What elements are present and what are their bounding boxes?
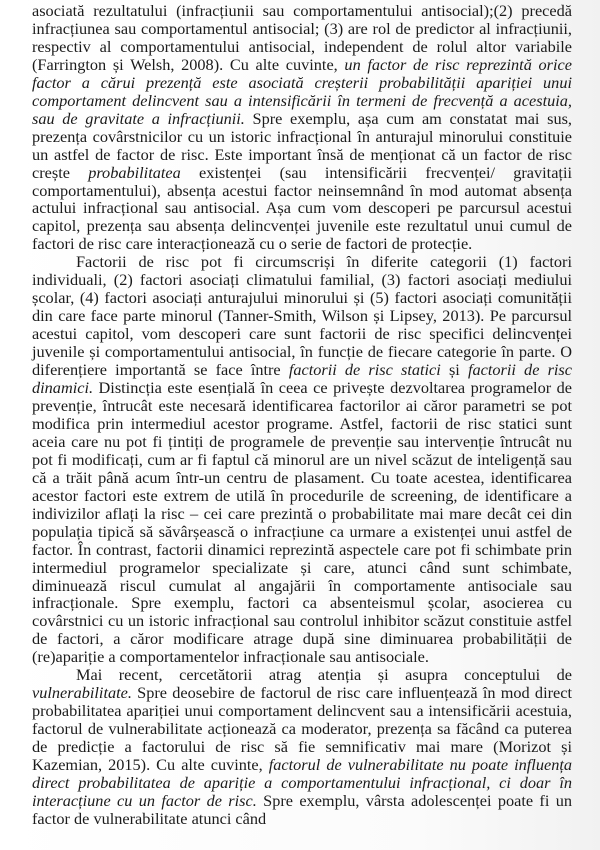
text-run: asociată rezultatului (infracțiunii sau comportamentului antisocial);(2) precedă infracțiunea sau comportamentul antisocial; (3) are rol de predictor al infracțiunii, respectiv al comportamentului antisocial, independent de rolul altor variabile (Farrington și Welsh, 2008). Cu alte cuvinte,	[32, 1, 572, 74]
paragraph-risk-factor-definition	[32, 2, 572, 253]
page-text	[32, 2, 572, 828]
text-run: existenței (sau intensificării frecvenței/ gravitații comportamentului), absența acestui factor neinsemnând în mod automat absența actului infracțional sau antisocial. Așa cum vom descoperi pe parcursul acestui capitol, prezența sau absența delincvenței juvenile este rezultatul unui cumul de factori de risc care interacționează cu o serie de factori de protecție.	[32, 162, 573, 254]
paragraph-vulnerability	[32, 666, 572, 828]
italic-text-run: vulnerabilitate.	[32, 683, 132, 703]
text-run: Spre exemplu, așa cum am constatat mai sus, prezența covârstnicilor cu un istoric infracțional în anturajul minorului constituie un astfel de factor de risc. Este important însă de menționat că un factor de risc crește	[32, 108, 572, 182]
text-run: Spre deosebire de factorul de risc care influențează în mod direct probabilitatea apariției unui comportament delincvent sau a intensificării acestuia, factorul de vulnerabilitate acționează ca moderator, prezența sa făcând ca puterea de predicție a factorului de risc să fie semnificativ mai mare (Morizot și Kazemian, 2015). Cu alte cuvinte,	[32, 683, 572, 775]
italic-text-run: probabilitatea	[88, 162, 181, 182]
text-run: Spre exemplu, vârsta adolescenței poate fi un factor de vulnerabilitate atunci când	[32, 790, 572, 828]
paragraph-risk-factor-categories	[32, 253, 572, 666]
text-run: Distincția este esențială în ceea ce privește dezvoltarea programelor de prevenție, întrucât este necesară identificarea factorilor ai căror parametri se pot modifica prin intermediul acestor programe. Astfel, factorii de risc statici sunt aceia care nu pot fi țintiți de programele de prevenție sau intervenție întrucât nu pot fi modificați, cum ar fi faptul că minorul are un nivel scăzut de inteligență sau că a trăit până acum într-un centru de plasament. Cu toate acestea, identificarea acestor factori este extrem de utilă în procedurile de screening, de identificare a indivizilor aflați la risc – cei care prezintă o probabilitate mai mare decât cei din populația tipică să săvârșească o infracțiune ca urmare a existenței unui astfel de factor. În contrast, factorii dinamici reprezintă aspectele care pot fi schimbate prin intermediul programelor specializate și care, atunci când sunt schimbate, diminuează riscul cumulat al angajării în comportamente antisociale sau infracționale. Spre exemplu, factori ca absenteismul școlar, asocierea cu covârstnici cu un istoric infracțional sau controlul inhibitor scăzut constituie astfel de factori, a căror modificare atrage după sine diminuarea probabilității de (re)apariție a comportamentelor infracționale sau antisociale.	[32, 378, 572, 667]
text-run: și	[440, 360, 468, 380]
text-run: Mai recent, cercetătorii atrag atenția și asupra conceptului de	[76, 665, 572, 685]
italic-text-run: factorii de risc statici	[288, 360, 441, 380]
italic-text-run: un factor de risc reprezintă orice factor a cărui prezență este asociată creșterii probabilității apariției unui comportament delincvent sau a intensificării în termeni de frecvență a acestuia, sau de gravitate a infracțiunii.	[32, 54, 572, 128]
italic-text-run: factorul de vulnerabilitate nu poate influența direct probabilitatea de apariție a comportamentului infracțional, ci doar în interacțiune cu un factor de risc.	[32, 755, 572, 810]
text-run: Factorii de risc pot fi circumscriși în diferite categorii (1) factori individuali, (2) factori asociați climatului familial, (3) factori asociați mediului școlar, (4) factori asociați anturajului minorului și (5) factori asociați comunității din care face parte minorul (Tanner-Smith, Wilson și Lipsey, 2013). Pe parcursul acestui capitol, vom descoperi care sunt factorii de risc specifici delincvenței juvenile și comportamentului antisocial, în funcție de fiecare categorie în parte. O diferențiere importantă se face între	[32, 252, 572, 380]
italic-text-run: factorii de risc dinamici.	[32, 360, 572, 398]
